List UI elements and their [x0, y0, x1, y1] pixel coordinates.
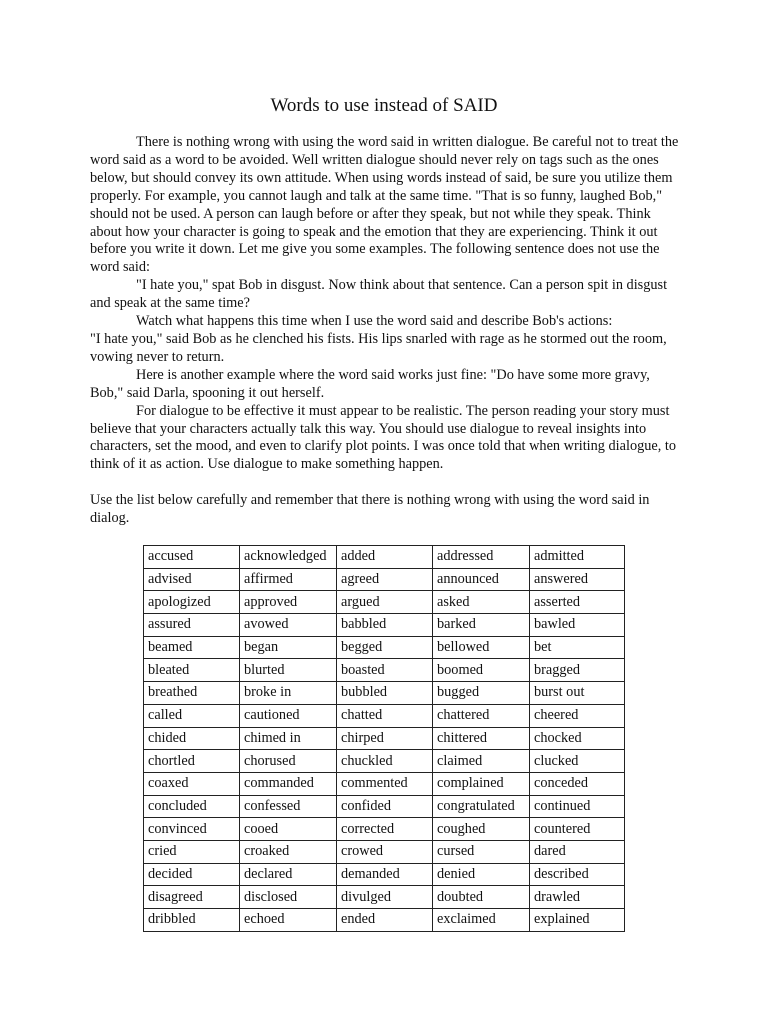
table-cell: convinced	[144, 818, 240, 841]
table-cell: bawled	[530, 614, 625, 637]
table-row	[144, 704, 625, 727]
table-cell: barked	[433, 614, 530, 637]
table-cell: commented	[337, 772, 433, 795]
table-cell: exclaimed	[433, 909, 530, 932]
table-cell: chittered	[433, 727, 530, 750]
table-cell: concluded	[144, 795, 240, 818]
table-cell: congratulated	[433, 795, 530, 818]
table-cell: drawled	[530, 886, 625, 909]
table-cell: bragged	[530, 659, 625, 682]
paragraph-example-spat: "I hate you," spat Bob in disgust. Now think about that sentence. Can a person spit in disgust and speak at the same time?	[90, 277, 668, 312]
table-row	[144, 750, 625, 773]
table-cell: demanded	[337, 863, 433, 886]
document-body	[90, 134, 684, 528]
table-cell: blurted	[240, 659, 337, 682]
table-cell: crowed	[337, 840, 433, 863]
table-row	[144, 659, 625, 682]
table-cell: chirped	[337, 727, 433, 750]
table-cell: bubbled	[337, 682, 433, 705]
table-cell: assured	[144, 614, 240, 637]
page-title: Words to use instead of SAID	[270, 95, 498, 116]
table-row	[144, 636, 625, 659]
table-cell: chided	[144, 727, 240, 750]
paragraph-list-intro: Use the list below carefully and remember that there is nothing wrong with using the word said in dialog.	[90, 492, 650, 527]
paragraph-gravy: Here is another example where the word said works just fine: "Do have some more gravy, Bob," said Darla, spooning it out herself.	[90, 366, 650, 401]
table-cell: bellowed	[433, 636, 530, 659]
table-cell: announced	[433, 568, 530, 591]
paragraph-spacer	[90, 474, 684, 492]
table-cell: declared	[240, 863, 337, 886]
table-cell: chimed in	[240, 727, 337, 750]
table-cell: chortled	[144, 750, 240, 773]
table-row	[144, 795, 625, 818]
table-row	[144, 682, 625, 705]
table-row	[144, 614, 625, 637]
table-cell: denied	[433, 863, 530, 886]
table-cell: clucked	[530, 750, 625, 773]
table-cell: asserted	[530, 591, 625, 614]
table-cell: acknowledged	[240, 546, 337, 569]
table-cell: complained	[433, 772, 530, 795]
table-cell: chattered	[433, 704, 530, 727]
table-cell: countered	[530, 818, 625, 841]
said-alternatives-table-body	[144, 546, 625, 932]
table-row	[144, 863, 625, 886]
table-cell: chatted	[337, 704, 433, 727]
table-cell: babbled	[337, 614, 433, 637]
table-cell: divulged	[337, 886, 433, 909]
table-cell: accused	[144, 546, 240, 569]
table-cell: affirmed	[240, 568, 337, 591]
table-cell: disagreed	[144, 886, 240, 909]
table-cell: called	[144, 704, 240, 727]
table-cell: doubted	[433, 886, 530, 909]
table-cell: cried	[144, 840, 240, 863]
table-cell: addressed	[433, 546, 530, 569]
table-cell: confessed	[240, 795, 337, 818]
table-cell: coughed	[433, 818, 530, 841]
table-cell: disclosed	[240, 886, 337, 909]
table-cell: bet	[530, 636, 625, 659]
table-cell: coaxed	[144, 772, 240, 795]
table-cell: answered	[530, 568, 625, 591]
table-cell: bugged	[433, 682, 530, 705]
table-cell: confided	[337, 795, 433, 818]
table-row	[144, 727, 625, 750]
paragraph-example-said: "I hate you," said Bob as he clenched his fists. His lips snarled with rage as he stormed out the room, vowing never to return.	[90, 330, 667, 365]
table-cell: cursed	[433, 840, 530, 863]
table-cell: beamed	[144, 636, 240, 659]
table-cell: agreed	[337, 568, 433, 591]
paragraph-effective: For dialogue to be effective it must appear to be realistic. The person reading your story must believe that your characters actually talk this way. You should use dialogue to reveal insights into characters, set the mood, and even to clarify plot points. I was once told that when writing dialogue, to think of it as action. Use dialogue to make something happen.	[90, 402, 677, 473]
table-cell: began	[240, 636, 337, 659]
table-cell: burst out	[530, 682, 625, 705]
table-row	[144, 886, 625, 909]
table-cell: bleated	[144, 659, 240, 682]
table-row	[144, 591, 625, 614]
table-cell: described	[530, 863, 625, 886]
table-cell: avowed	[240, 614, 337, 637]
table-cell: asked	[433, 591, 530, 614]
table-cell: begged	[337, 636, 433, 659]
table-cell: boasted	[337, 659, 433, 682]
table-cell: approved	[240, 591, 337, 614]
table-cell: added	[337, 546, 433, 569]
table-cell: cautioned	[240, 704, 337, 727]
table-cell: breathed	[144, 682, 240, 705]
table-cell: chuckled	[337, 750, 433, 773]
table-cell: argued	[337, 591, 433, 614]
table-cell: admitted	[530, 546, 625, 569]
table-cell: dribbled	[144, 909, 240, 932]
table-row	[144, 546, 625, 569]
table-cell: echoed	[240, 909, 337, 932]
table-row	[144, 909, 625, 932]
table-cell: boomed	[433, 659, 530, 682]
table-cell: cheered	[530, 704, 625, 727]
table-row	[144, 568, 625, 591]
table-cell: dared	[530, 840, 625, 863]
table-cell: apologized	[144, 591, 240, 614]
paragraph-watch: Watch what happens this time when I use the word said and describe Bob's actions:	[136, 313, 613, 330]
table-cell: chorused	[240, 750, 337, 773]
table-cell: commanded	[240, 772, 337, 795]
table-cell: decided	[144, 863, 240, 886]
table-row	[144, 818, 625, 841]
table-cell: croaked	[240, 840, 337, 863]
table-cell: corrected	[337, 818, 433, 841]
table-cell: conceded	[530, 772, 625, 795]
table-cell: claimed	[433, 750, 530, 773]
table-cell: chocked	[530, 727, 625, 750]
table-cell: ended	[337, 909, 433, 932]
table-cell: explained	[530, 909, 625, 932]
table-row	[144, 840, 625, 863]
table-cell: continued	[530, 795, 625, 818]
paragraph-intro: There is nothing wrong with using the word said in written dialogue. Be careful not to treat the word said as a word to be avoided. Well written dialogue should never rely on tags such as the ones below, but should convey its own attitude. When using words instead of said, be sure you utilize them properly. For example, you cannot laugh and talk at the same time. "That is so funny, laughed Bob," should not be used. A person can laugh before or after they speak, but not while they speak. Think about how your character is going to speak and the emotion that they are experiencing. Think it out before you write it down. Let me give you some examples. The following sentence does not use the word said:	[90, 134, 679, 276]
said-alternatives-table	[143, 545, 625, 932]
table-cell: advised	[144, 568, 240, 591]
table-cell: broke in	[240, 682, 337, 705]
table-row	[144, 772, 625, 795]
table-cell: cooed	[240, 818, 337, 841]
